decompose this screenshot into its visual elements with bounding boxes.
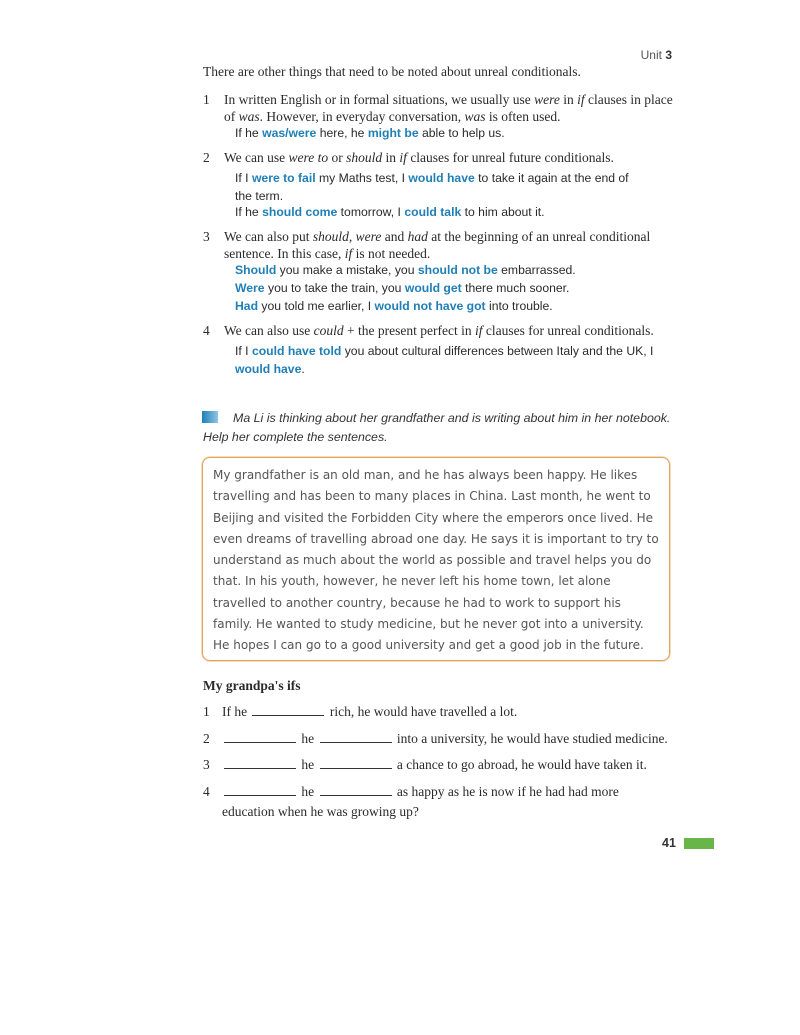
exercise-item	[222, 782, 652, 822]
example-text: embarrassed.	[497, 263, 576, 277]
highlighted-phrase: Had	[235, 299, 259, 313]
example-sentence	[235, 343, 655, 378]
answer-blank[interactable]	[224, 757, 296, 769]
answer-blank[interactable]	[224, 731, 296, 743]
exercise-item	[222, 702, 702, 722]
rule-number: 4	[203, 323, 210, 338]
example-text: my Maths test, I	[315, 171, 409, 185]
exercise-number: 2	[203, 731, 210, 746]
example-text: tomorrow, I	[337, 205, 405, 219]
highlighted-phrase: could have told	[251, 344, 342, 358]
highlighted-phrase: would have	[408, 171, 475, 185]
exercise-text: as happy as he is now if he had had more education when he was growing up?	[222, 784, 619, 819]
example-sentence	[235, 298, 665, 316]
highlighted-phrase: Were	[235, 281, 265, 295]
notebook-box	[202, 457, 670, 661]
example-sentence	[235, 280, 665, 298]
exercise-number: 4	[203, 784, 210, 799]
example-text: you about cultural differences between Italy and the UK, I	[341, 344, 654, 358]
example-text: If I	[235, 344, 252, 358]
rule-number: 3	[203, 229, 210, 244]
example-sentence	[235, 262, 665, 280]
unit-label: Unit 3	[640, 48, 672, 62]
example-text: you to take the train, you	[264, 281, 405, 295]
example-sentence	[235, 204, 665, 222]
rule-number: 2	[203, 150, 210, 165]
highlighted-phrase: should come	[262, 205, 338, 219]
exercise-heading: My grandpa's ifs	[203, 678, 301, 693]
unit-number: 3	[665, 48, 672, 62]
exercise-text: he	[298, 731, 318, 746]
exercise-item	[222, 755, 702, 775]
highlighted-phrase: would get	[404, 281, 462, 295]
example-text: .	[301, 361, 305, 376]
highlighted-phrase: could talk	[404, 205, 462, 219]
page-number: 41	[662, 836, 676, 850]
activity-instruction: Ma Li is thinking about her grandfather and is writing about him in her notebook. Help her complete the sentences.	[203, 411, 671, 444]
answer-blank[interactable]	[320, 784, 392, 796]
answer-blank[interactable]	[252, 704, 324, 716]
highlighted-phrase: would not have got	[374, 299, 486, 313]
intro-text: There are other things that need to be noted about unreal conditionals.	[203, 64, 581, 79]
example-text: you make a mistake, you	[276, 263, 418, 277]
example-sentence	[235, 125, 665, 143]
example-text: to take it again at the end of the term.	[235, 171, 629, 203]
example-text: If he	[235, 205, 263, 219]
rule-text: In written English or in formal situations, we usually use were in if clauses in place of was. However, in everyday conversation, was is often used.	[224, 92, 673, 124]
example-text: If I	[235, 171, 252, 185]
example-text: here, he	[316, 126, 368, 140]
notebook-text: My grandfather is an old man, and he has always been happy. He likes travelling and has been to many places in China. Last month, he went to Beijing and visited the Forbidden City where the emperors once lived. He even dreams of travelling abroad one day. He says it is important to try to understand as much about the world as possible and travel helps you do that. In his youth, however, he never left his home town, let alone travelled to another country, because he had to work to support his family. He wanted to study medicine, but he never got into a university. He hopes I can go to a good university and get a good job in the future.	[213, 468, 659, 653]
answer-blank[interactable]	[320, 731, 392, 743]
highlighted-phrase: Should	[235, 263, 277, 277]
rule-text: We can also put should, were and had at the beginning of an unreal conditional sentence. In this case, if is not needed.	[224, 229, 651, 261]
highlighted-phrase: might be	[367, 126, 419, 140]
example-text: you told me earlier, I	[258, 299, 375, 313]
exercise-number: 1	[203, 704, 210, 719]
rule-number: 1	[203, 92, 210, 107]
highlighted-phrase: should not be	[417, 263, 498, 277]
example-sentence	[235, 170, 635, 205]
example-text: to him about it.	[461, 205, 545, 219]
highlighted-phrase: was/were	[262, 126, 317, 140]
exercise-text: rich, he would have travelled a lot.	[326, 704, 518, 719]
exercise-text: If he	[222, 704, 251, 719]
answer-blank[interactable]	[320, 757, 392, 769]
rule-text: We can use were to or should in if clauses for unreal future conditionals.	[224, 150, 614, 165]
example-text: able to help us.	[418, 126, 505, 140]
page-color-bar	[684, 838, 714, 849]
exercise-text: a chance to go abroad, he would have taken it.	[393, 757, 647, 772]
exercise-item	[222, 729, 702, 749]
answer-blank[interactable]	[224, 784, 296, 796]
example-text: If he	[235, 126, 263, 140]
highlighted-phrase: would have	[235, 361, 302, 376]
rule-text: We can also use could + the present perfect in if clauses for unreal conditionals.	[224, 323, 654, 338]
example-text: there much sooner.	[461, 281, 570, 295]
example-text: into trouble.	[485, 299, 553, 313]
exercise-text: he	[298, 757, 318, 772]
exercise-text: into a university, he would have studied medicine.	[393, 731, 668, 746]
highlighted-phrase: were to fail	[251, 171, 316, 185]
exercise-text: he	[298, 784, 318, 799]
exercise-number: 3	[203, 757, 210, 772]
